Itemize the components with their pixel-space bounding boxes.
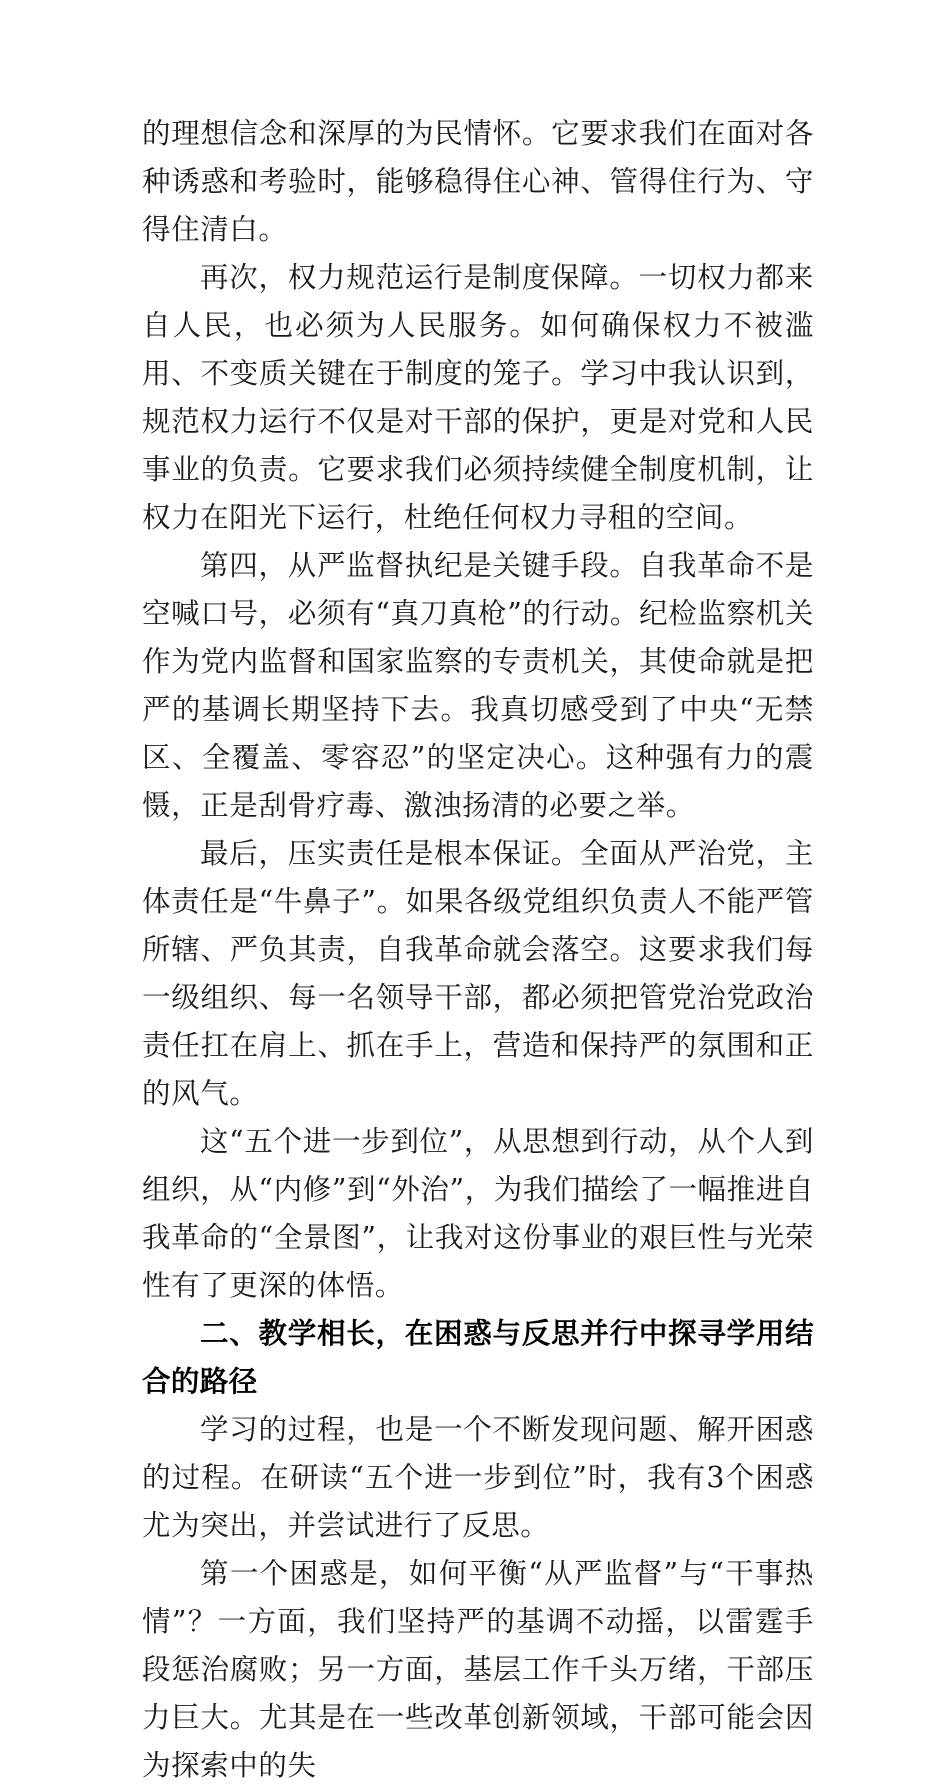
- paragraph-first-confusion: 第一个困惑是，如何平衡“从严监督”与“干事热情”？一方面，我们坚持严的基调不动摇，以雷霆手段惩治腐败；另一方面，基层工作千头万绪，干部压力巨大。尤其是在一些改革创新领域，干部可能会因为探索中的失: [142, 1557, 814, 1782]
- paragraph-power-norms: 再次，权力规范运行是制度保障。一切权力都来自人民，也必须为人民服务。如何确保权力不被滥用、不变质关键在于制度的笼子。学习中我认识到，规范权力运行不仅是对干部的保护，更是对党和人民事业的负责。它要求我们必须持续健全制度机制，让权力在阳光下运行，杜绝任何权力寻租的空间。: [142, 261, 814, 534]
- document-text-column: [142, 110, 814, 1790]
- paragraph-learning-process: 学习的过程，也是一个不断发现问题、解开困惑的过程。在研读“五个进一步到位”时，我有3个困惑尤为突出，并尝试进行了反思。: [142, 1413, 814, 1542]
- paragraph-final-responsibility: 最后，压实责任是根本保证。全面从严治党，主体责任是“牛鼻子”。如果各级党组织负责人不能严管所辖、严负其责，自我革命就会落空。这要求我们每一级组织、每一名领导干部，都必须把管党治党政治责任扛在肩上、抓在手上，营造和保持严的氛围和正的风气。: [142, 837, 814, 1110]
- paragraph-five-steps-summary: 这“五个进一步到位”，从思想到行动，从个人到组织，从“内修”到“外治”，为我们描绘了一幅推进自我革命的“全景图”，让我对这份事业的艰巨性与光荣性有了更深的体悟。: [142, 1125, 814, 1302]
- paragraph-fourth-supervision: 第四，从严监督执纪是关键手段。自我革命不是空喊口号，必须有“真刀真枪”的行动。纪检监察机关作为党内监督和国家监察的专责机关，其使命就是把严的基调长期坚持下去。我真切感受到了中央“无禁区、全覆盖、零容忍”的坚定决心。这种强有力的震慑，正是刮骨疗毒、激浊扬清的必要之举。: [142, 549, 814, 822]
- paragraph-continued: 的理想信念和深厚的为民情怀。它要求我们在面对各种诱惑和考验时，能够稳得住心神、管得住行为、守得住清白。: [142, 117, 814, 246]
- section-heading-two: 二、教学相长，在困惑与反思并行中探寻学用结合的路径: [142, 1317, 814, 1398]
